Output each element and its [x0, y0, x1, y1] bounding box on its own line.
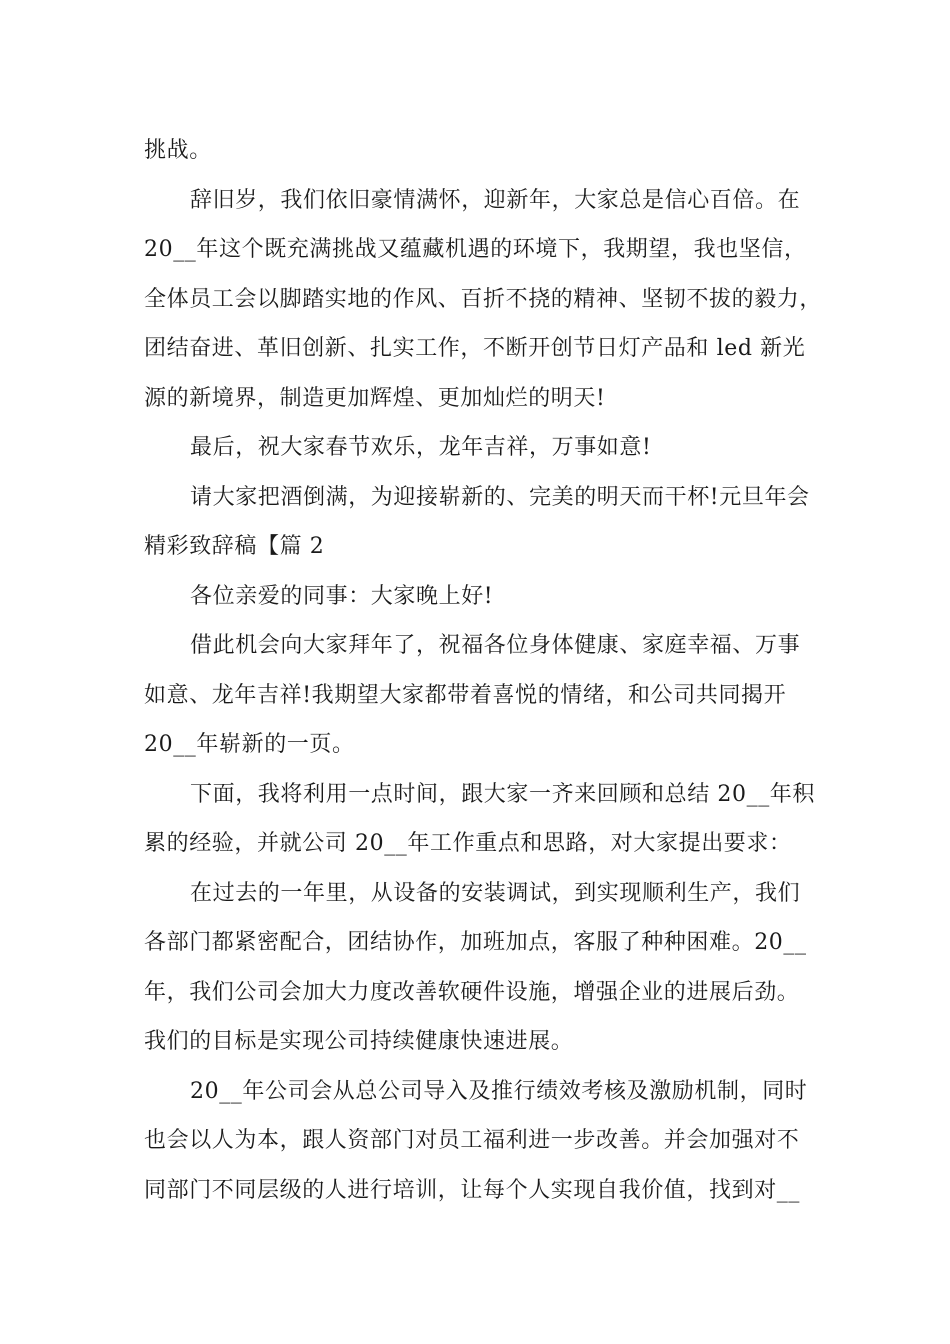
text-line: 最后，祝大家春节欢乐，龙年吉祥，万事如意!: [190, 435, 652, 460]
text-line: 20__年崭新的一页。: [144, 732, 355, 757]
text-line: 借此机会向大家拜年了，祝福各位身体健康、家庭幸福、万事: [190, 633, 801, 658]
text-line: 请大家把酒倒满，为迎接崭新的、完美的明天而干杯!元旦年会: [190, 484, 810, 510]
text-line: 在过去的一年里，从设备的安装调试，到实现顺利生产，我们: [190, 880, 801, 906]
text-line: 挑战。: [144, 138, 212, 163]
text-line: 累的经验，并就公司 20__年工作重点和思路，对大家提出要求：: [144, 831, 792, 856]
text-line: 年，我们公司会加大力度改善软硬件设施，增强企业的进展后劲。: [144, 979, 800, 1005]
text-line: 如意、龙年吉祥!我期望大家都带着喜悦的情绪，和公司共同揭开: [144, 682, 787, 708]
text-line: 同部门不同层级的人进行培训，让每个人实现自我价值，找到对__: [144, 1177, 801, 1203]
text-line: 也会以人为本，跟人资部门对员工福利进一步改善。并会加强对不: [144, 1128, 800, 1153]
text-line: 各部门都紧密配合，团结协作，加班加点，客服了种种困难。20__: [144, 930, 807, 955]
text-line: 20__年这个既充满挑战又蕴藏机遇的环境下，我期望，我也坚信，: [144, 237, 807, 262]
text-line: 20__年公司会从总公司导入及推行绩效考核及激励机制，同时: [190, 1078, 808, 1104]
text-line: 各位亲爱的同事：大家晚上好!: [190, 583, 494, 609]
text-line: 全体员工会以脚踏实地的作风、百折不挠的精神、坚韧不拔的毅力，: [144, 286, 823, 312]
text-line: 辞旧岁，我们依旧豪情满怀，迎新年，大家总是信心百倍。在: [190, 187, 801, 213]
text-line: 下面，我将利用一点时间，跟大家一齐来回顾和总结 20__年积: [190, 781, 815, 807]
text-line: 精彩致辞稿【篇 2: [144, 534, 325, 559]
text-line: 团结奋进、革旧创新、扎实工作，不断开创节日灯产品和 led 新光: [144, 336, 806, 361]
text-line: 我们的目标是实现公司持续健康快速进展。: [144, 1029, 574, 1054]
text-line: 源的新境界，制造更加辉煌、更加灿烂的明天!: [144, 385, 606, 411]
document-body: [144, 126, 823, 1215]
